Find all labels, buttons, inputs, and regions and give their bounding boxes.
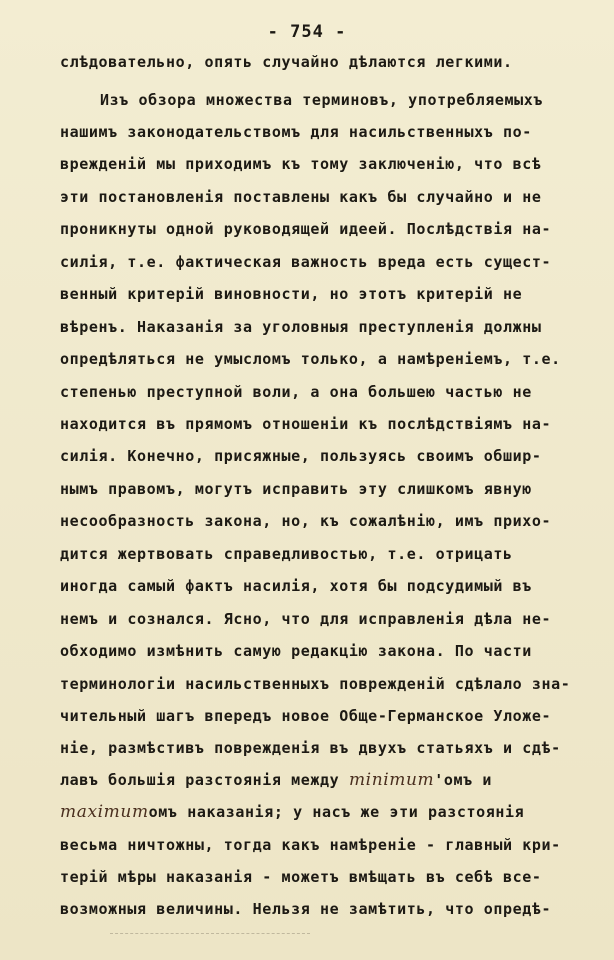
text-line: обходимо измѣнить самую редакцію закона. По части	[60, 642, 532, 660]
text-segment: омъ наказанія; у насъ же эти разстоянія	[148, 803, 525, 821]
text-line: немъ и сознался. Ясно, что для исправленія дѣла не-	[60, 610, 552, 628]
text-line: слѣдовательно, опять случайно дѣлаются легкими.	[60, 53, 513, 71]
text-line: венный критерій виновности, но этотъ критерій не	[60, 285, 523, 303]
handwritten-word: maximum	[60, 802, 149, 822]
text-line: иногда самый фактъ насилія, хотя бы подсудимый въ	[60, 577, 532, 595]
text-line: весьма ничтожны, тогда какъ намѣреніе - главный кри-	[60, 836, 561, 854]
text-line: эти постановленія поставлены какъ бы случайно и не	[60, 188, 542, 206]
text-line: дится жертвовать справедливостью, т.е. отрицать	[60, 545, 513, 563]
handwritten-word: minimum	[348, 770, 435, 790]
text-line: нашимъ законодательствомъ для насильственныхъ по-	[60, 123, 532, 141]
text-line: степенью преступной воли, а она большею частью не	[60, 383, 532, 401]
text-line: нымъ правомъ, могутъ исправить эту слишкомъ явную	[60, 480, 532, 498]
text-line-with-handwriting	[60, 770, 492, 790]
text-line: ніе, размѣстивъ поврежденія въ двухъ статьяхъ и сдѣ-	[60, 739, 561, 757]
text-line: врежденій мы приходимъ къ тому заключенію, что всѣ	[60, 155, 542, 173]
text-segment: лавъ большія разстоянія между	[60, 771, 349, 789]
text-segment: 'омъ и	[434, 771, 493, 789]
text-line: возможныя величины. Нельзя не замѣтить, что опредѣ-	[60, 900, 552, 918]
text-line: силія. Конечно, присяжные, пользуясь своимъ обшир-	[60, 447, 542, 465]
text-line: опредѣляться не умысломъ только, а намѣреніемъ, т.е.	[60, 350, 561, 368]
text-line: Изъ обзора множества терминовъ, употребляемыхъ	[100, 91, 544, 109]
page-number: - 754 -	[267, 22, 347, 42]
text-line: терминологіи насильственныхъ поврежденій сдѣлало зна-	[60, 675, 571, 693]
text-line: чительный шагъ впередъ новое Обще-Германское Уложе-	[60, 707, 552, 725]
text-line-with-handwriting	[60, 802, 524, 822]
text-line: несообразность закона, но, къ сожалѣнію, имъ прихо-	[60, 512, 552, 530]
text-line: силія, т.е. фактическая важность вреда есть сущест-	[60, 253, 552, 271]
text-line: проникнуты одной руководящей идеей. Послѣдствія на-	[60, 220, 552, 238]
text-line: вѣренъ. Наказанія за уголовныя преступленія должны	[60, 318, 542, 336]
text-line: терій мѣры наказанія - можетъ вмѣщать въ себѣ все-	[60, 868, 542, 886]
bottom-bleed-mark	[110, 933, 310, 935]
text-line: находится въ прямомъ отношеніи къ послѣдствіямъ на-	[60, 415, 552, 433]
